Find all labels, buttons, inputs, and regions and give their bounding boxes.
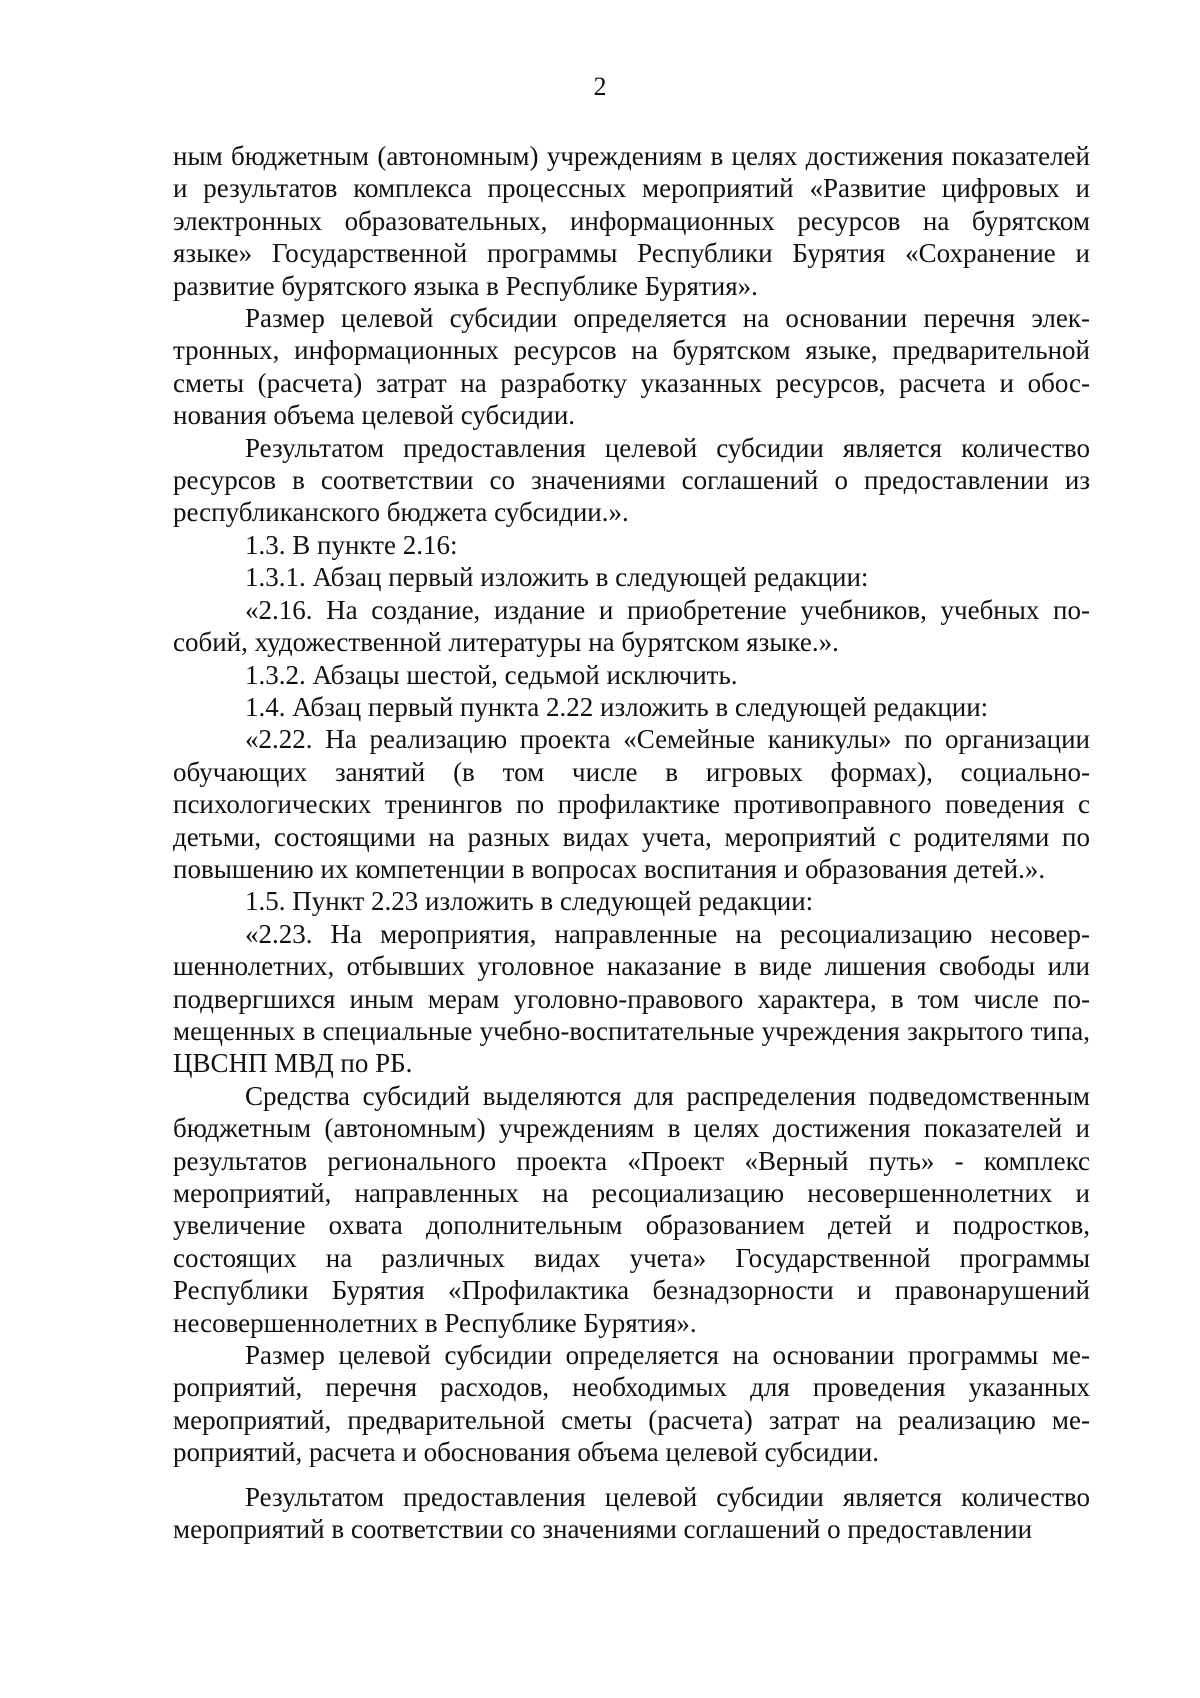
- paragraph: 1.3. В пункте 2.16:: [245, 529, 458, 560]
- paragraph: Результатом предоставления целевой субсидии является количество мероприятий в соответствии со значениями соглашений о предоставлении: [173, 1481, 1090, 1545]
- paragraph: 1.5. Пункт 2.23 изложить в следующей редакции:: [245, 886, 814, 917]
- paragraph: Результатом предоставления целевой субсидии является количество ресурсов в соответствии со значениями соглашений о предоставлении из республиканского бюджета субсидии.».: [173, 432, 1090, 528]
- page-number: 2: [593, 72, 607, 101]
- paragraph: ным бюджетным (автономным) учреждениям в целях достижения показателей и результатов комплекса процессных мероприятий «Развитие цифровых и электронных образовательных, информационных ресурсов на бурятском языке» Государственной программы Республики Бурятия «Сохранение и развитие бурятского языка в Республике Бурятия».: [173, 141, 1090, 301]
- paragraph: Размер целевой субсидии определяется на основании программы мероприятий, перечня расходов, необходимых для проведения указанных мероприятий, предварительной сметы (расчета) затрат на реализацию мероприятий, расчета и обоснования объема целевой субсидии.: [173, 1340, 1090, 1468]
- paragraph: Средства субсидий выделяются для распределения подведомственным бюджетным (автономным) учреждениям в целях достижения показателей и результатов регионального проекта «Проект «Верный путь» - комплекс мероприятий, направленных на ресоциализацию несовершеннолетних и увеличение охвата дополнительным образованием детей и подростков, состоящих на различных видах учета» Государственной программы Республики Бурятия «Профилактика безнадзорности и правонарушений несовершеннолетних в Республике Бурятия».: [173, 1080, 1090, 1338]
- paragraph: 1.3.2. Абзацы шестой, седьмой исключить.: [245, 659, 738, 690]
- paragraph: «2.23. На мероприятия, направленные на ресоциализацию несовершеннолетних, отбывших уголовное наказание в виде лишения свободы или подвергшихся иным мерам уголовно-правового характера, в том числе помещенных в специальные учебно-воспитательные учреждения закрытого типа, ЦВСНП МВД по РБ.: [173, 918, 1090, 1079]
- paragraph: 1.3.1. Абзац первый изложить в следующей редакции:: [245, 562, 869, 593]
- paragraph: 1.4. Абзац первый пункта 2.22 изложить в следующей редакции:: [245, 691, 989, 722]
- paragraph: «2.16. На создание, издание и приобретение учебников, учебных пособий, художественной литературы на бурятском языке.».: [173, 594, 1090, 658]
- document-body: [173, 140, 1090, 1545]
- paragraph: Размер целевой субсидии определяется на основании перечня электронных, информационных ресурсов на бурятском языке, предварительной сметы (расчета) затрат на разработку указанных ресурсов, расчета и обоснования объема целевой субсидии.: [173, 303, 1090, 431]
- paragraph: «2.22. На реализацию проекта «Семейные каникулы» по организации обучающих занятий (в том числе в игровых формах), социально-психологических тренингов по профилактике противоправного поведения с детьми, состоящими на разных видах учета, мероприятий с родителями по повышению их компетенции в вопросах воспитания и образования детей.».: [173, 724, 1090, 884]
